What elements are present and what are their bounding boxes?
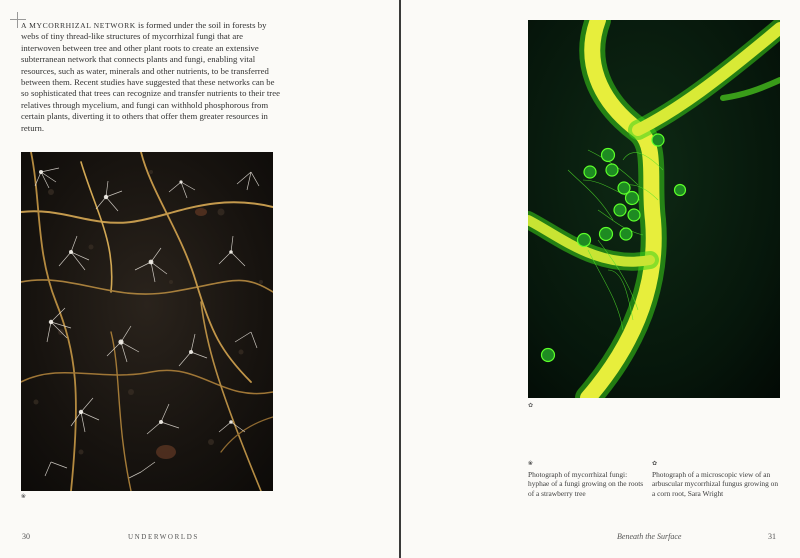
soil-mycelium-photo <box>21 152 273 491</box>
caption-arbuscular-fungus <box>652 459 780 498</box>
micro-photo-marker: ✿ <box>528 402 534 409</box>
caption-1-text: Photograph of mycorrhizal fungi: hyphae of a fungi growing on the roots of a strawberry tree <box>528 469 644 498</box>
caption-2-marker: ✿ <box>652 460 658 467</box>
left-page-number: 30 <box>22 532 30 541</box>
caption-2-text: Photograph of a microscopic view of an arbuscular mycorrhizal fungus growing on a corn root, Sara Wright <box>652 469 779 498</box>
caption-1-marker: ❀ <box>528 460 534 467</box>
intro-body: is formed under the soil in forests by webs of tiny thread-like structures of mycorrhizal fungi that are interwoven between tree and other plant roots to create an extensive subterranean network that connects plants and fungi, enabling vital resources, such as water, minerals and other nutrients, to be transferred between them. Recent studies have suggested that these networks can be so sophisticated that trees can recognize and transfer nutrients to their tree relatives through mycelium, and fungi can withhold phosphorous from certain plants, diverting it to others that offer them greater resources in return. <box>21 20 280 133</box>
right-running-head: Beneath the Surface <box>617 532 682 541</box>
left-running-head: UNDERWORLDS <box>128 533 199 541</box>
intro-lead: A MYCORRHIZAL NETWORK <box>21 21 136 30</box>
soil-mycelium-illustration <box>21 152 273 491</box>
soil-photo-marker: ❀ <box>21 493 27 500</box>
intro-paragraph <box>21 20 283 134</box>
caption-mycorrhizal-fungi <box>528 459 646 498</box>
arbuscular-fungus-illustration <box>528 20 780 398</box>
microscope-fungus-photo <box>528 20 780 398</box>
right-page-number: 31 <box>768 532 776 541</box>
